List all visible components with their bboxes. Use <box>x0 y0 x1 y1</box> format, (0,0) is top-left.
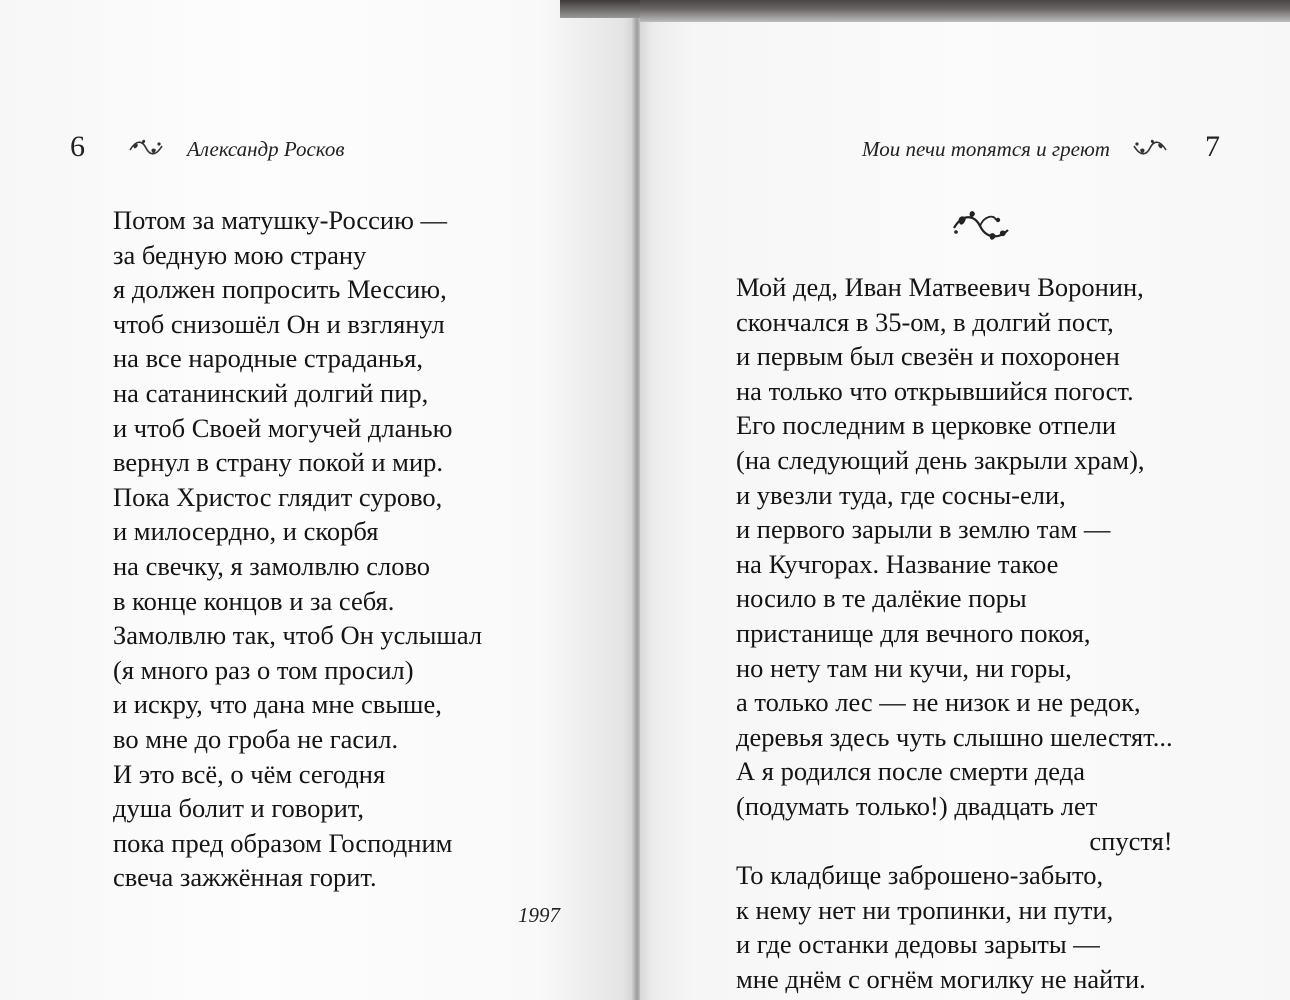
poem-line: на все народные страданья, <box>113 343 423 374</box>
poem-line: на свечку, я замолвлю слово <box>113 550 431 581</box>
poem-line: Пока Христос глядит сурово, <box>113 481 443 512</box>
poem-line: (на следующий день закрыли храм), <box>736 444 1145 475</box>
poem-line: пока пред образом Господним <box>113 827 453 858</box>
poem-line: и где останки дедовы зарыты — <box>736 929 1100 960</box>
poem-line: на сатанинский долгий пир, <box>113 377 429 408</box>
left-page <box>0 0 636 1000</box>
floral-section-divider-icon <box>950 208 1012 248</box>
poem-line: пристанище для вечного покоя, <box>736 617 1091 648</box>
poem-line: вернул в страну покой и мир. <box>113 447 444 478</box>
poem-line: А я родился после смерти деда <box>736 756 1085 787</box>
poem-line: свеча зажжённая горит. <box>113 862 377 893</box>
poem-line: душа болит и говорит, <box>113 793 365 824</box>
right-page-number: 7 <box>1205 130 1220 163</box>
poem-line: я должен попросить Мессию, <box>113 274 447 305</box>
floral-ornament-icon <box>1132 138 1168 158</box>
poem-line: во мне до гроба не гасил. <box>113 723 399 754</box>
poem-line: спустя! <box>1089 825 1173 856</box>
poem-line: на только что открывшийся погост. <box>736 375 1134 406</box>
poem-date: 1997 <box>518 903 560 927</box>
left-page-number: 6 <box>70 130 85 163</box>
poem-line: и первым был свезён и похоронен <box>736 341 1120 372</box>
left-poem <box>113 203 482 895</box>
left-running-head: Александр Росков <box>187 137 345 161</box>
poem-line: и милосердно, и скорбя <box>113 516 379 547</box>
poem-line: деревья здесь чуть слышно шелестят... <box>736 721 1173 752</box>
right-poem <box>736 270 1173 996</box>
poem-line: мне днём с огнём могилку не найти. <box>736 963 1146 994</box>
poem-line: И это всё, о чём сегодня <box>113 758 386 789</box>
poem-line: Замолвлю так, чтоб Он услышал <box>113 620 483 651</box>
poem-line: Потом за матушку-Россию — <box>113 205 448 235</box>
binding-shadow <box>640 0 1290 22</box>
poem-line: Мой дед, Иван Матвеевич Воронин, <box>736 272 1144 302</box>
poem-line: но нету там ни кучи, ни горы, <box>736 652 1072 683</box>
poem-line: скончался в 35-ом, в долгий пост, <box>736 306 1114 337</box>
poem-line: за бедную мою страну <box>113 239 367 270</box>
floral-ornament-icon <box>128 138 164 158</box>
poem-line: и первого зарыли в землю там — <box>736 514 1111 545</box>
right-running-head: Мои печи топятся и греют <box>862 137 1110 161</box>
binding-shadow <box>560 0 640 18</box>
poem-line: чтоб снизошёл Он и взглянул <box>113 308 445 339</box>
poem-line: и увезли туда, где сосны-ели, <box>736 479 1066 510</box>
poem-line: (подумать только!) двадцать лет <box>736 790 1098 821</box>
poem-line: То кладбище заброшено-забыто, <box>736 860 1104 891</box>
right-page <box>640 0 1290 1000</box>
poem-line: Его последним в церковке отпели <box>736 410 1117 441</box>
poem-line: к нему нет ни тропинки, ни пути, <box>736 894 1114 925</box>
poem-line: на Кучгорах. Название такое <box>736 548 1059 579</box>
poem-line: носило в те далёкие поры <box>736 583 1027 614</box>
poem-line: а только лес — не низок и не редок, <box>736 687 1141 718</box>
poem-line: и чтоб Своей могучей дланью <box>113 412 453 443</box>
poem-line: в конце концов и за себя. <box>113 585 395 616</box>
poem-line: и искру, что дана мне свыше, <box>113 689 442 720</box>
poem-line: (я много раз о том просил) <box>113 654 414 685</box>
